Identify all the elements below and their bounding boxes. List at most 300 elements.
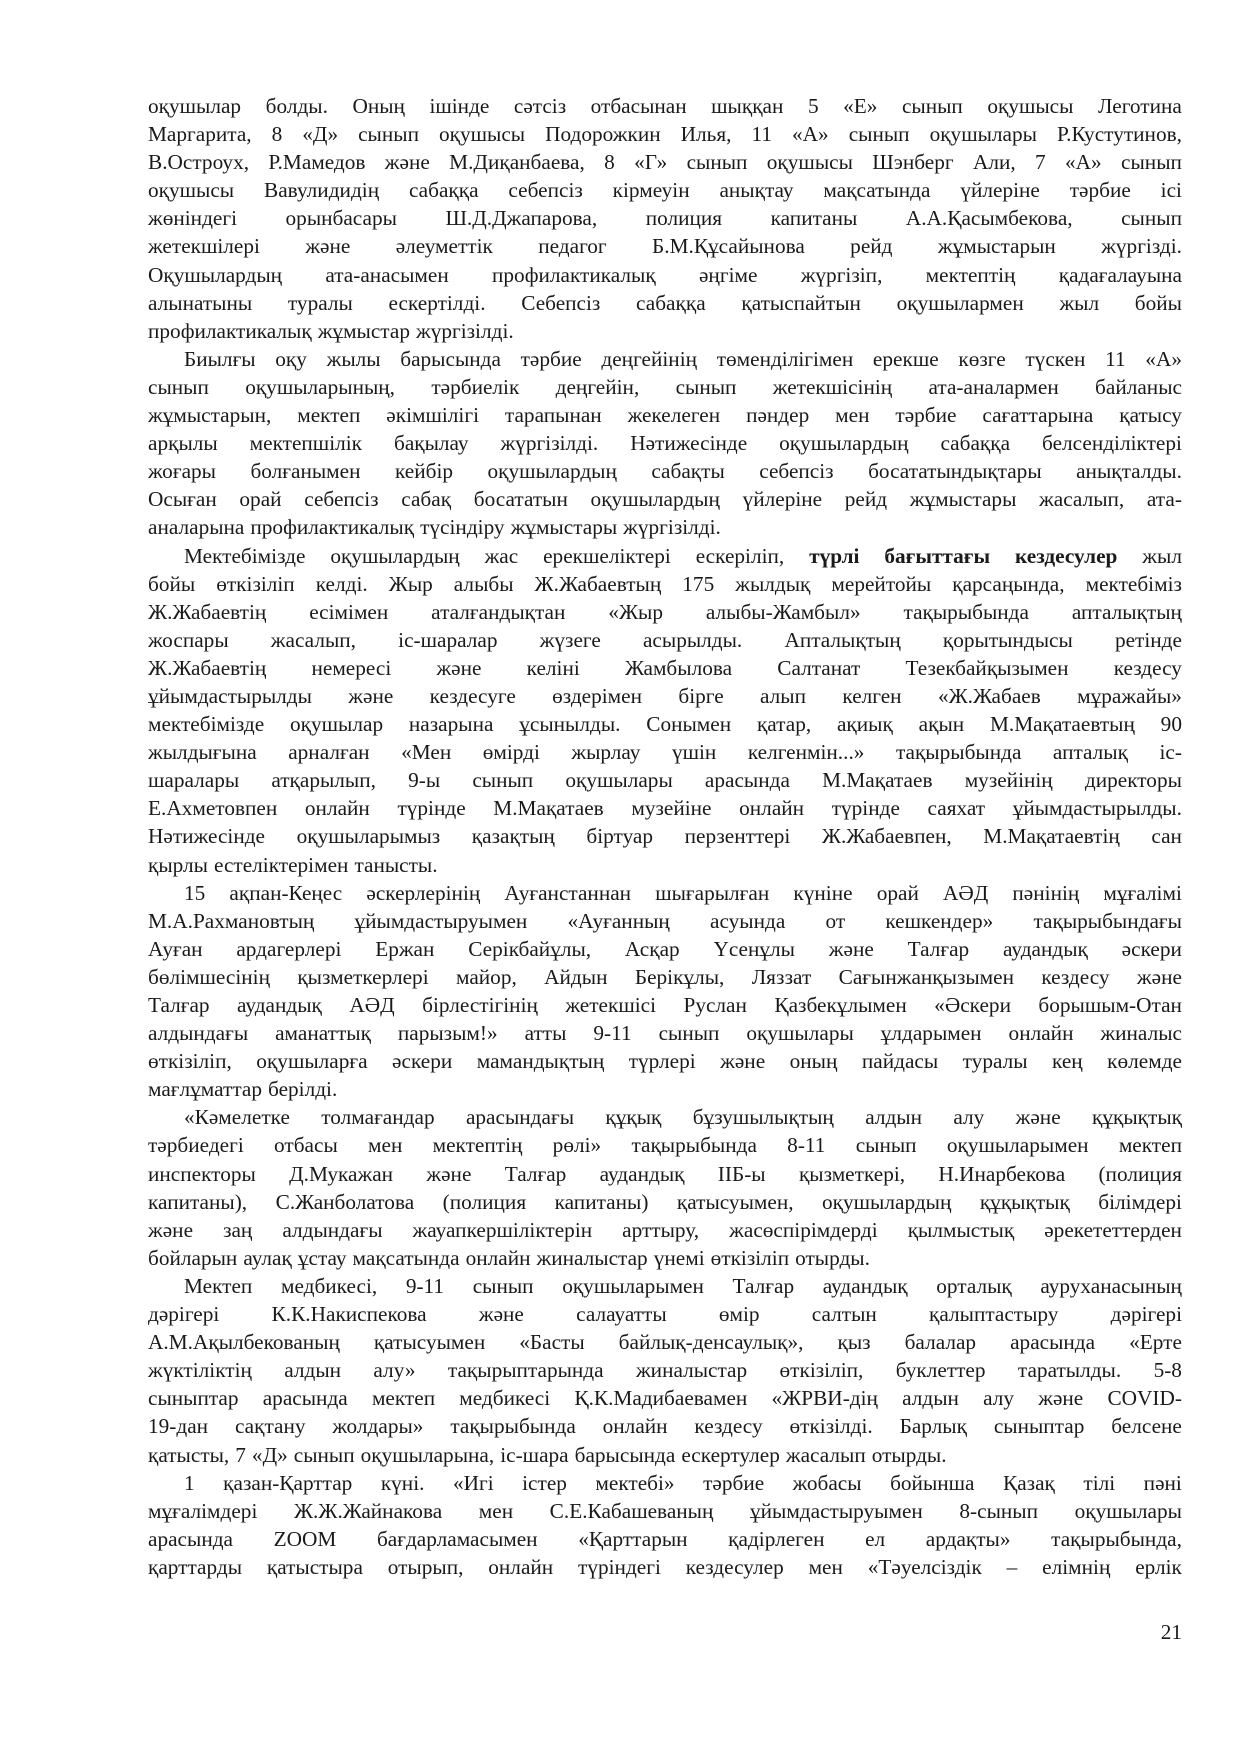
word: және bbox=[426, 1161, 472, 1186]
word: жұмыстарын bbox=[937, 234, 1056, 259]
word: 175 bbox=[682, 571, 715, 596]
word: ұйымдастыруымен bbox=[749, 1498, 923, 1523]
text-line bbox=[148, 598, 1182, 626]
word: жүзеге bbox=[539, 627, 601, 652]
text-line bbox=[148, 822, 1182, 850]
text-line bbox=[148, 457, 1182, 485]
word: ақын bbox=[918, 712, 965, 737]
word: қатысты, bbox=[148, 1442, 230, 1467]
word: Айдын bbox=[544, 964, 608, 989]
word: құқықтық bbox=[1092, 1105, 1182, 1130]
word: болғанымен bbox=[250, 459, 361, 484]
word: болды. bbox=[265, 94, 328, 118]
word: Талғар bbox=[732, 1273, 795, 1298]
word: музейінің bbox=[964, 768, 1053, 793]
word: бұзушылықтың bbox=[692, 1105, 834, 1130]
word: «Д» bbox=[251, 1442, 288, 1467]
paragraph bbox=[148, 1469, 1182, 1581]
word: және bbox=[148, 1217, 194, 1242]
word: түрінде bbox=[831, 796, 900, 821]
word: Талғар bbox=[148, 993, 210, 1017]
word: жиналыстар bbox=[635, 1358, 748, 1383]
word: бөлімшесінің bbox=[148, 964, 270, 989]
word: асуында bbox=[710, 908, 786, 933]
word: аудандық bbox=[822, 1273, 908, 1298]
word: алдын bbox=[284, 1358, 342, 1383]
word: өздерімен bbox=[552, 683, 642, 708]
word: тақырыптарында bbox=[447, 1358, 604, 1383]
word: Мектеп bbox=[184, 1273, 253, 1298]
word: келгенмін...» bbox=[747, 740, 865, 765]
word: деңгейін, bbox=[555, 374, 640, 399]
text-line bbox=[148, 963, 1182, 991]
word: оқушыларымен bbox=[946, 1133, 1089, 1158]
word: мұғалімдері bbox=[148, 1498, 258, 1523]
word: Жыр bbox=[388, 571, 433, 596]
word: тілі bbox=[1083, 1470, 1116, 1495]
word: «Кәмелетке bbox=[184, 1105, 290, 1130]
word: борышым-Отан bbox=[1038, 993, 1182, 1017]
word: от bbox=[825, 908, 846, 933]
paragraph bbox=[148, 1272, 1182, 1469]
text-line bbox=[148, 1497, 1182, 1525]
word: аудандық bbox=[1003, 936, 1088, 961]
word: – bbox=[1006, 1554, 1018, 1579]
word: қадірлеген bbox=[728, 1526, 825, 1551]
word: сынып bbox=[148, 374, 209, 399]
word: ата- bbox=[1146, 487, 1182, 512]
word: буклеттер bbox=[895, 1358, 986, 1383]
word: үнемі bbox=[653, 1245, 705, 1270]
word: Оқушылардың bbox=[148, 262, 283, 287]
word: Вавулидидің bbox=[263, 178, 380, 203]
word: 5-8 bbox=[1153, 1358, 1182, 1383]
text-line bbox=[148, 1047, 1182, 1075]
word: қалыптастыру bbox=[929, 1302, 1059, 1327]
text-line bbox=[148, 682, 1182, 710]
word: ұсынылды. bbox=[519, 712, 621, 737]
word: ескертілді. bbox=[388, 290, 486, 315]
word: заң bbox=[223, 1217, 253, 1242]
word: ұйымдастыруымен bbox=[354, 908, 528, 933]
word: алыбы bbox=[453, 571, 514, 596]
word: деңгейінің bbox=[601, 346, 698, 371]
word: 90 bbox=[1160, 712, 1182, 737]
word: «Тәуелсіздік bbox=[867, 1554, 982, 1579]
word: 8 bbox=[604, 150, 615, 175]
word: қатысуымен, bbox=[676, 1189, 794, 1214]
text-line bbox=[148, 1103, 1182, 1131]
word: аналарына bbox=[148, 515, 245, 540]
word: себепсіз bbox=[304, 487, 379, 512]
word: өмір bbox=[718, 1302, 760, 1327]
word: қатыспайтын bbox=[741, 290, 861, 315]
word: қыз bbox=[837, 1330, 871, 1355]
word: Асқар bbox=[624, 936, 680, 961]
word: оқу bbox=[275, 346, 307, 371]
text-line bbox=[148, 485, 1182, 513]
word: мұғалімі bbox=[1103, 880, 1182, 905]
word: қызметкері, bbox=[798, 1161, 906, 1186]
word: және bbox=[348, 683, 394, 708]
word: туралы bbox=[287, 290, 353, 315]
word: ұйымдастырылды. bbox=[1012, 796, 1182, 821]
word: Нәтижесінде bbox=[630, 431, 748, 456]
word: күні. bbox=[380, 1470, 425, 1495]
word: арқылы bbox=[148, 431, 218, 456]
word: «Е» bbox=[843, 94, 878, 118]
text-line bbox=[148, 148, 1182, 176]
word: тақырыбындағы bbox=[1033, 908, 1182, 933]
word: ерекшеліктері bbox=[543, 543, 671, 568]
word: сабақ bbox=[401, 487, 452, 512]
word: ұлдарымен bbox=[880, 1021, 982, 1046]
word: ұстау bbox=[297, 1245, 347, 1270]
word: жиналыстар bbox=[536, 1245, 648, 1270]
word: қырлы bbox=[148, 852, 208, 877]
word: және bbox=[828, 936, 874, 961]
word: ескертулер bbox=[681, 1442, 780, 1467]
word: салауатты bbox=[576, 1302, 667, 1327]
word: сабаққа bbox=[940, 431, 1011, 456]
word: орталық bbox=[936, 1273, 1012, 1298]
word: кездесулер bbox=[685, 1554, 784, 1579]
word: тақырыбында bbox=[895, 740, 1022, 765]
word: Тезекбайқызымен bbox=[905, 655, 1069, 680]
word: шығарылған bbox=[655, 880, 770, 905]
word: Али, bbox=[972, 150, 1016, 175]
word: мектебімізде bbox=[148, 712, 265, 737]
word: Ауған bbox=[148, 936, 203, 961]
text-line bbox=[148, 794, 1182, 822]
word: ұйымдастырылды bbox=[148, 683, 312, 708]
text-line bbox=[148, 429, 1182, 457]
text-line bbox=[148, 120, 1182, 148]
word: арттыру, bbox=[622, 1217, 700, 1242]
word: және bbox=[1015, 1105, 1061, 1130]
word: Барлық bbox=[899, 1414, 967, 1439]
word: ескеріліп, bbox=[695, 543, 785, 568]
text-line bbox=[148, 1300, 1182, 1328]
word: босататындықтары bbox=[868, 459, 1042, 484]
word: арналған bbox=[288, 740, 370, 765]
word: профилактикалық bbox=[492, 262, 656, 287]
word: жетекшісінің bbox=[772, 374, 893, 399]
word: 8-сынып bbox=[959, 1498, 1038, 1523]
word: Талғар bbox=[504, 1161, 567, 1186]
word: ақпан-Кеңес bbox=[229, 880, 343, 905]
word: педагог bbox=[538, 234, 607, 259]
word: мектеп bbox=[371, 1386, 436, 1411]
word: әкімшілігі bbox=[386, 403, 479, 428]
word: арасында bbox=[704, 768, 790, 793]
word: жүктіліктің bbox=[148, 1358, 252, 1383]
word: пайдасы bbox=[861, 1049, 939, 1074]
word: ерекше bbox=[872, 346, 939, 371]
word: Подорожкин bbox=[545, 122, 661, 147]
word: сыныптар bbox=[993, 1414, 1085, 1439]
word: барысында bbox=[400, 346, 501, 371]
word: Ержан bbox=[375, 936, 435, 961]
word: жұмыстары bbox=[909, 487, 1017, 512]
word: капитаны bbox=[770, 206, 858, 231]
word: кең bbox=[1052, 1049, 1083, 1074]
word: көзге bbox=[958, 346, 1006, 371]
word: Серікбайұлы, bbox=[468, 936, 592, 961]
text-line bbox=[148, 991, 1182, 1019]
word: кешкендер» bbox=[885, 908, 994, 933]
word: төменділігімен bbox=[716, 346, 854, 371]
word: кездесуге bbox=[429, 683, 516, 708]
word: әскери bbox=[392, 1049, 453, 1074]
word: 9-11 bbox=[405, 1273, 445, 1298]
word: істер bbox=[522, 1470, 567, 1495]
word: белсене bbox=[1111, 1414, 1182, 1439]
text-line bbox=[148, 907, 1182, 935]
word: оқушылардың bbox=[590, 487, 720, 512]
word: апталық bbox=[1052, 740, 1128, 765]
word: Берікұлы, bbox=[634, 964, 725, 989]
word: «Д» bbox=[302, 122, 339, 147]
word: сынып bbox=[472, 1273, 534, 1298]
word: бірге bbox=[678, 683, 724, 708]
word: ауруханасының bbox=[1040, 1273, 1182, 1298]
text-line bbox=[148, 879, 1182, 907]
word: Оның bbox=[352, 94, 405, 118]
word: қылмыстық bbox=[907, 1217, 1015, 1242]
word: «Г» bbox=[634, 150, 668, 175]
word: асырылды. bbox=[642, 627, 743, 652]
word: мектеп bbox=[297, 403, 361, 428]
word: онлайн bbox=[602, 1414, 668, 1439]
word: ісі bbox=[1160, 178, 1182, 203]
word: Ш.Д.Джапарова, bbox=[445, 206, 598, 231]
word: Қазақ bbox=[1003, 1470, 1055, 1495]
word: аталғандықтан bbox=[431, 599, 566, 624]
word: оқушылары bbox=[1074, 1498, 1182, 1523]
word: Жамбылова bbox=[624, 655, 733, 680]
word: мен bbox=[808, 1554, 843, 1579]
text-line bbox=[148, 1328, 1182, 1356]
word: мақсатында bbox=[352, 1245, 460, 1270]
word: сақтану bbox=[234, 1414, 306, 1439]
word: 11 bbox=[751, 122, 772, 147]
text-line bbox=[148, 626, 1182, 654]
word: келіні bbox=[526, 655, 580, 680]
word: пәндер bbox=[746, 403, 810, 428]
word: 7 bbox=[1035, 150, 1046, 175]
text-line bbox=[148, 1441, 1182, 1469]
word: қорытындысы bbox=[942, 627, 1073, 652]
word: медбикесі bbox=[459, 1386, 551, 1411]
word: тақырыбында, bbox=[1051, 1526, 1182, 1551]
word: естеліктерімен bbox=[213, 852, 349, 877]
word: 7 bbox=[235, 1442, 246, 1467]
page-number: 21 bbox=[1160, 1620, 1182, 1644]
word: отырды. bbox=[871, 1442, 947, 1467]
word: ерлік bbox=[1135, 1554, 1182, 1579]
word: оқушылар bbox=[148, 94, 242, 118]
word: Е.Ахметовпен bbox=[148, 796, 278, 821]
word: бойы bbox=[1134, 290, 1182, 315]
text-line bbox=[148, 570, 1182, 598]
word: оқушылары bbox=[565, 768, 673, 793]
word: алдындағы bbox=[148, 1021, 249, 1046]
word: Леготина bbox=[1097, 94, 1182, 118]
word: арасында bbox=[148, 1526, 234, 1551]
word: «А» bbox=[1065, 150, 1102, 175]
text-line bbox=[148, 176, 1182, 204]
word: есімімен bbox=[309, 599, 389, 624]
word: ақиық bbox=[836, 712, 893, 737]
word: кездесу bbox=[694, 1414, 763, 1439]
text-line bbox=[148, 232, 1182, 260]
word: сабақты bbox=[651, 459, 725, 484]
word: С.Е.Кабашеваның bbox=[549, 1498, 714, 1523]
word: оқушысы bbox=[438, 122, 526, 147]
word: бағдарламасымен bbox=[376, 1526, 538, 1551]
text-line bbox=[148, 1356, 1182, 1384]
word: дәрігері bbox=[1110, 1302, 1182, 1327]
word: Илья, bbox=[680, 122, 732, 147]
word: М.Мақатаевтің bbox=[983, 824, 1120, 849]
text-line bbox=[148, 1412, 1182, 1440]
word: жүргізілді. bbox=[415, 318, 514, 343]
word: Қазбекұлымен bbox=[774, 993, 907, 1017]
paragraph bbox=[148, 345, 1182, 542]
word: жиналыс bbox=[1100, 1021, 1182, 1046]
word: оқушылардың bbox=[330, 543, 460, 568]
word: АӘД bbox=[942, 880, 989, 905]
word: оқушысы bbox=[148, 178, 235, 203]
word: қазақтың bbox=[471, 824, 555, 849]
word: Үсенұлы bbox=[713, 936, 795, 961]
word: профилактикалық bbox=[148, 318, 312, 343]
word: арасында bbox=[262, 1386, 348, 1411]
word: В.Остроух, bbox=[148, 150, 250, 175]
text-line bbox=[148, 738, 1182, 766]
word: тақырыбында bbox=[903, 599, 1029, 624]
word: және bbox=[478, 1302, 524, 1327]
text-line bbox=[148, 289, 1182, 317]
word: көлемде bbox=[1107, 1049, 1182, 1074]
word: іс- bbox=[1159, 740, 1182, 765]
word: себепсіз bbox=[759, 459, 834, 484]
word: Н.Инарбекова bbox=[938, 1161, 1066, 1186]
word: оқушыларымыз bbox=[296, 824, 441, 849]
word: жылдық bbox=[735, 571, 811, 596]
text-line bbox=[148, 710, 1182, 738]
word: Руслан bbox=[683, 993, 747, 1017]
word: Б.М.Құсайынова bbox=[652, 234, 805, 259]
word: 9-ы bbox=[408, 768, 441, 793]
word: сынып bbox=[658, 1021, 720, 1046]
word: алдын bbox=[865, 1105, 922, 1130]
word: аудандық bbox=[599, 1161, 685, 1186]
word: сынып bbox=[472, 768, 534, 793]
word: қазан-Қарттар bbox=[223, 1470, 353, 1495]
word: жас bbox=[484, 543, 519, 568]
word: «А» bbox=[1145, 346, 1182, 371]
word: «Қарттарын bbox=[578, 1526, 688, 1551]
word: АӘД bbox=[349, 993, 395, 1017]
word: майор, bbox=[455, 964, 517, 989]
word: сынып bbox=[358, 122, 419, 147]
word: жөніндегі bbox=[148, 206, 238, 231]
word: алынатыны bbox=[148, 290, 253, 315]
text-line bbox=[148, 1019, 1182, 1047]
word: сынып bbox=[1121, 150, 1182, 175]
word: «Ауғанның bbox=[567, 908, 670, 933]
text-line bbox=[148, 542, 1182, 570]
word: анықталды. bbox=[1076, 459, 1182, 484]
word: оқушылары bbox=[929, 122, 1037, 147]
word: капитаны) bbox=[554, 1189, 649, 1214]
text-line bbox=[148, 766, 1182, 794]
word: Ж.Жабаевпен, bbox=[821, 824, 952, 849]
word: жасалып bbox=[785, 1442, 866, 1467]
word: тарапынан bbox=[504, 403, 602, 428]
word: мен bbox=[478, 1498, 514, 1523]
word: алдын bbox=[902, 1386, 959, 1411]
word: COVID- bbox=[1107, 1386, 1182, 1411]
word: атқарылып, bbox=[271, 768, 376, 793]
text-line bbox=[148, 204, 1182, 232]
word: «А» bbox=[792, 122, 829, 147]
word: және bbox=[384, 150, 430, 175]
word: үйлеріне bbox=[960, 178, 1040, 203]
word: тақырыбында bbox=[631, 1133, 757, 1158]
word: бақылау bbox=[393, 431, 469, 456]
word: ZOOM bbox=[273, 1526, 337, 1551]
word: 11 bbox=[1105, 346, 1126, 371]
word: тәрбие bbox=[1069, 178, 1131, 203]
word: білімдері bbox=[1098, 1189, 1182, 1214]
word: оқушыларына, bbox=[360, 1442, 495, 1467]
word: жетекшілері bbox=[148, 234, 260, 259]
word: біртуар bbox=[586, 824, 654, 849]
word: отбасы bbox=[274, 1133, 338, 1158]
word: аудандық bbox=[237, 993, 322, 1017]
word: мағлұматтар bbox=[148, 1077, 263, 1102]
word: күніне bbox=[793, 880, 853, 905]
word: өткізіліп, bbox=[148, 1049, 232, 1074]
word: Маргарита, bbox=[148, 122, 252, 147]
word: бірлестігінің bbox=[422, 993, 538, 1017]
word: Сонымен bbox=[646, 712, 732, 737]
word: тәрбие bbox=[895, 403, 957, 428]
text-line bbox=[148, 851, 1182, 879]
word: дәрігері bbox=[148, 1302, 220, 1327]
word: жылдығына bbox=[148, 740, 257, 765]
word: мақсатында bbox=[823, 178, 931, 203]
word: келген bbox=[842, 683, 902, 708]
text-line bbox=[148, 345, 1182, 373]
word: 5 bbox=[807, 94, 819, 118]
word: ата-анасымен bbox=[325, 262, 449, 287]
word: 8 bbox=[271, 122, 283, 147]
word: шаралары bbox=[148, 768, 240, 793]
word: сынып bbox=[901, 94, 963, 118]
word: тәрбие bbox=[703, 1470, 765, 1495]
word: толмағандар bbox=[321, 1105, 435, 1130]
word: жүргізді. bbox=[1101, 234, 1182, 259]
word: Себепсіз bbox=[521, 290, 601, 315]
word: «Басты bbox=[519, 1330, 585, 1355]
word: сынып bbox=[848, 122, 910, 147]
word: 8-11 bbox=[787, 1133, 826, 1158]
word: директоры bbox=[1084, 768, 1182, 793]
